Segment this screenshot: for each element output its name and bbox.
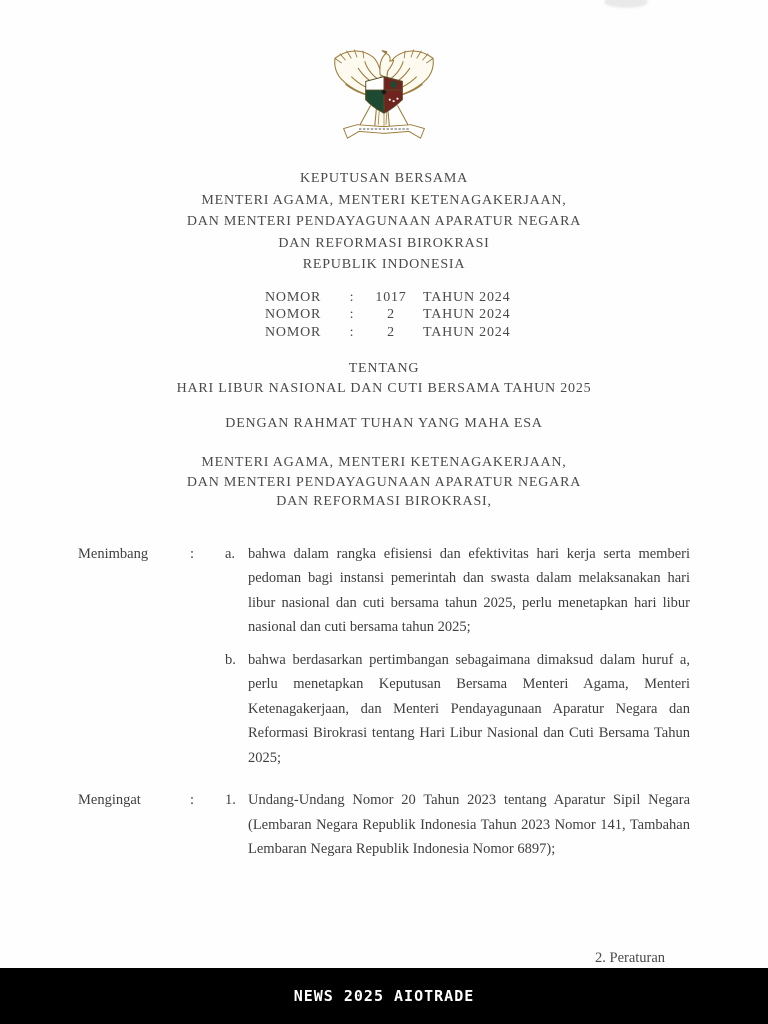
nomor-colon: : <box>349 289 355 305</box>
title-line: DAN REFORMASI BIROKRASI <box>278 235 490 251</box>
nomor-label: NOMOR <box>265 324 322 340</box>
nomor-row <box>265 289 511 307</box>
issuer-line: DAN REFORMASI BIROKRASI, <box>276 494 492 509</box>
scan-smudge <box>604 0 648 8</box>
menimbang-items <box>225 542 690 771</box>
menimbang-label: Menimbang <box>78 545 149 562</box>
tentang-label: TENTANG <box>348 361 420 376</box>
document-subject: HARI LIBUR NASIONAL DAN CUTI BERSAMA TAHUN 2025 <box>176 381 592 396</box>
issuer-line: MENTERI AGAMA, MENTERI KETENAGAKERJAAN, <box>201 455 567 470</box>
nomor-row <box>265 324 511 342</box>
consideration-item <box>225 648 690 771</box>
tentang-block <box>0 359 768 399</box>
item-marker: a. <box>225 545 236 562</box>
issuer-line: DAN MENTERI PENDAYAGUNAAN APARATUR NEGARA <box>186 474 582 490</box>
consideration-item <box>225 542 690 640</box>
nomor-colon: : <box>349 307 355 322</box>
title-line: MENTERI AGAMA, MENTERI KETENAGAKERJAAN, <box>201 192 567 208</box>
nomor-year: TAHUN 2024 <box>423 307 511 322</box>
issuers-block <box>0 453 768 512</box>
item-text: Undang-Undang Nomor 20 Tahun 2023 tentang Aparatur Sipil Negara (Lembaran Negara Republik Indonesia Tahun 2023 Nomor 141, Tambahan Lembaran Negara Republik Indonesia Nomor 6897); <box>248 792 690 857</box>
nomor-block <box>0 289 768 342</box>
garuda-emblem-graphic <box>326 42 442 142</box>
nomor-row <box>265 306 511 324</box>
item-marker: 1. <box>225 792 236 808</box>
nomor-label: NOMOR <box>265 289 322 305</box>
garuda-pancasila-emblem <box>326 42 442 142</box>
footer-watermark-text: NEWS 2025 AIOTRADE <box>293 987 475 1005</box>
nomor-value: 2 <box>387 324 395 340</box>
nomor-value: 2 <box>387 307 395 322</box>
item-text: bahwa dalam rangka efisiensi dan efektivitas hari kerja serta memberi pedoman bagi instansi pemerintah dan swasta dalam melaksanakan hari libur nasional dan cuti bersama tahun 2025, perlu menetapkan hari libur nasional dan cuti bersama tahun 2025; <box>248 545 690 635</box>
nomor-year: TAHUN 2024 <box>423 289 511 305</box>
document-title-block <box>0 168 768 276</box>
menimbang-colon: : <box>190 545 195 562</box>
legal-basis-item <box>225 788 690 862</box>
mengingat-label: Mengingat <box>78 792 141 808</box>
menimbang-section <box>0 542 768 771</box>
mengingat-section <box>0 788 768 862</box>
nomor-label: NOMOR <box>265 307 322 322</box>
title-line: KEPUTUSAN BERSAMA <box>299 171 468 186</box>
nomor-colon: : <box>349 324 355 340</box>
title-line: DAN MENTERI PENDAYAGUNAAN APARATUR NEGARA <box>186 214 582 229</box>
item-text: bahwa berdasarkan pertimbangan sebagaimana dimaksud dalam huruf a, perlu menetapkan Keputusan Bersama Menteri Agama, Menteri Ketenagakerjaan, dan Menteri Pendayagunaan Aparatur Negara dan Reformasi Birokrasi tentang Hari Libur Nasional dan Cuti Bersama Tahun 2025; <box>248 651 690 766</box>
footer-overlay-bar <box>0 968 768 1024</box>
title-line: REPUBLIK INDONESIA <box>302 257 466 272</box>
mengingat-colon: : <box>190 792 195 808</box>
item-marker: b. <box>225 651 236 668</box>
invocation-line: DENGAN RAHMAT TUHAN YANG MAHA ESA <box>225 416 543 431</box>
nomor-value: 1017 <box>375 289 407 305</box>
nomor-year: TAHUN 2024 <box>423 324 511 340</box>
page-catchword: 2. Peraturan <box>595 950 666 966</box>
mengingat-items <box>225 788 690 862</box>
